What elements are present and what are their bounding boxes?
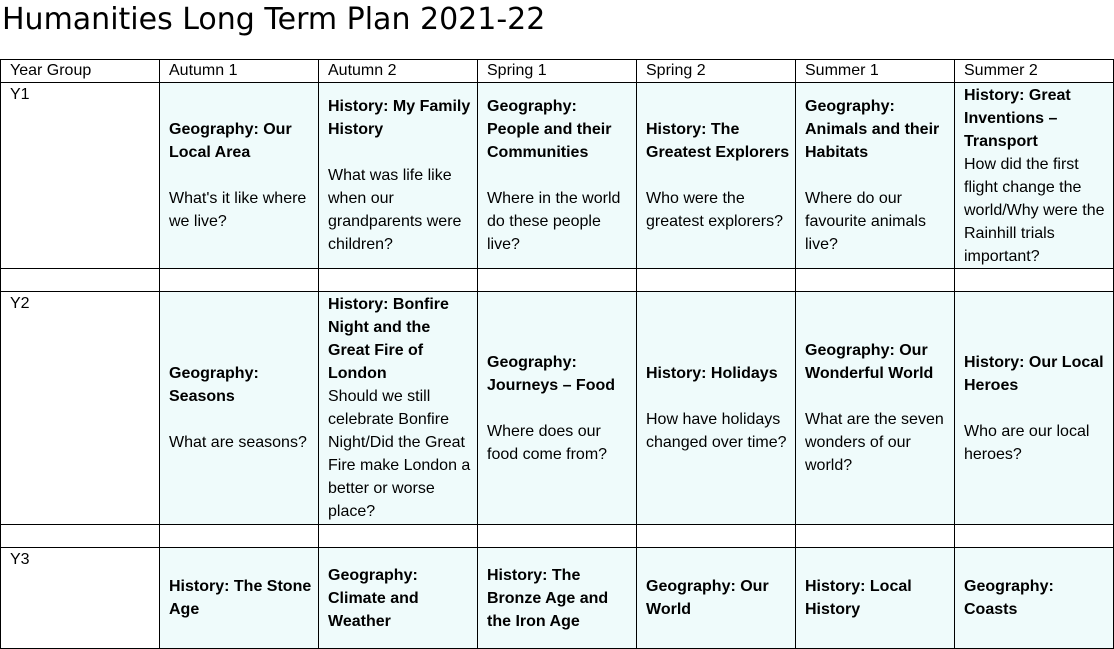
topic-title: History: Bonfire Night and the Great Fire of London [328, 296, 449, 382]
topic-title: Geography: Our Wonderful World [805, 342, 934, 382]
plan-cell-y1-summer-1 [796, 83, 955, 269]
topic-title: History: My Family History [328, 98, 471, 138]
topic-title: History: The Bronze Age and the Iron Age [487, 566, 609, 630]
key-question: Where do our favourite animals live? [805, 190, 926, 253]
table-row-y2 [1, 292, 1114, 525]
plan-cell-y1-autumn-1 [160, 83, 319, 269]
spacer-row [1, 269, 1114, 292]
header-summer-2: Summer 2 [955, 60, 1114, 83]
topic-title: Geography: Our World [646, 578, 769, 618]
key-question: How did the first flight change the world/Why were the Rainhill trials important? [964, 155, 1105, 265]
key-question: What's it like where we live? [169, 190, 307, 230]
key-question: What was life like when our grandparents were children? [328, 167, 462, 253]
plan-cell-y2-spring-2 [637, 292, 796, 525]
topic-title: History: Great Inventions – Transport [964, 86, 1071, 150]
key-question: What are the seven wonders of our world? [805, 411, 944, 474]
key-question: Where in the world do these people live? [487, 190, 621, 253]
plan-cell-y1-spring-1 [478, 83, 637, 269]
header-summer-1: Summer 1 [796, 60, 955, 83]
plan-cell-y2-spring-1 [478, 292, 637, 525]
topic-title: Geography: Coasts [964, 578, 1054, 618]
key-question: Where does our food come from? [487, 422, 608, 463]
year-group-cell: Y2 [1, 292, 160, 525]
topic-title: History: The Stone Age [169, 578, 312, 618]
plan-cell-y3-summer-1 [796, 548, 955, 649]
plan-cell-y3-summer-2 [955, 548, 1114, 649]
plan-cell-y3-autumn-1 [160, 548, 319, 649]
spacer-row [1, 525, 1114, 548]
table-row-y3 [1, 548, 1114, 649]
document-title: Humanities Long Term Plan 2021-22 [2, 2, 546, 37]
header-autumn-2: Autumn 2 [319, 60, 478, 83]
plan-cell-y3-autumn-2 [319, 548, 478, 649]
header-autumn-1: Autumn 1 [160, 60, 319, 83]
topic-title: Geography: Journeys – Food [487, 353, 616, 394]
key-question: Who are our local heroes? [964, 422, 1090, 463]
plan-cell-y1-summer-2 [955, 83, 1114, 269]
plan-cell-y2-autumn-1 [160, 292, 319, 525]
year-group-cell: Y3 [1, 548, 160, 649]
header-spring-2: Spring 2 [637, 60, 796, 83]
topic-title: Geography: Climate and Weather [328, 566, 419, 630]
plan-cell-y3-spring-1 [478, 548, 637, 649]
topic-title: History: Holidays [646, 365, 778, 382]
topic-title: History: Local History [805, 578, 912, 618]
plan-cell-y2-autumn-2 [319, 292, 478, 525]
long-term-plan-table [0, 59, 1114, 649]
table-row-y1 [1, 83, 1114, 269]
topic-title: History: Our Local Heroes [964, 353, 1104, 394]
year-group-cell: Y1 [1, 83, 160, 269]
table-header-row [1, 60, 1114, 83]
topic-title: Geography: Our Local Area [169, 121, 292, 161]
plan-cell-y2-summer-1 [796, 292, 955, 525]
plan-cell-y1-spring-2 [637, 83, 796, 269]
key-question: How have holidays changed over time? [646, 411, 787, 451]
topic-title: Geography: Animals and their Habitats [805, 98, 940, 161]
plan-cell-y2-summer-2 [955, 292, 1114, 525]
plan-cell-y3-spring-2 [637, 548, 796, 649]
header-year-group: Year Group [1, 60, 160, 83]
plan-cell-y1-autumn-2 [319, 83, 478, 269]
topic-title: History: The Greatest Explorers [646, 121, 790, 161]
key-question: Should we still celebrate Bonfire Night/Did the Great Fire make London a better or worse place? [328, 388, 471, 520]
header-spring-1: Spring 1 [478, 60, 637, 83]
topic-title: Geography: Seasons [169, 365, 259, 405]
topic-title: Geography: People and their Communities [487, 98, 612, 161]
key-question: What are seasons? [169, 434, 307, 451]
key-question: Who were the greatest explorers? [646, 190, 783, 230]
